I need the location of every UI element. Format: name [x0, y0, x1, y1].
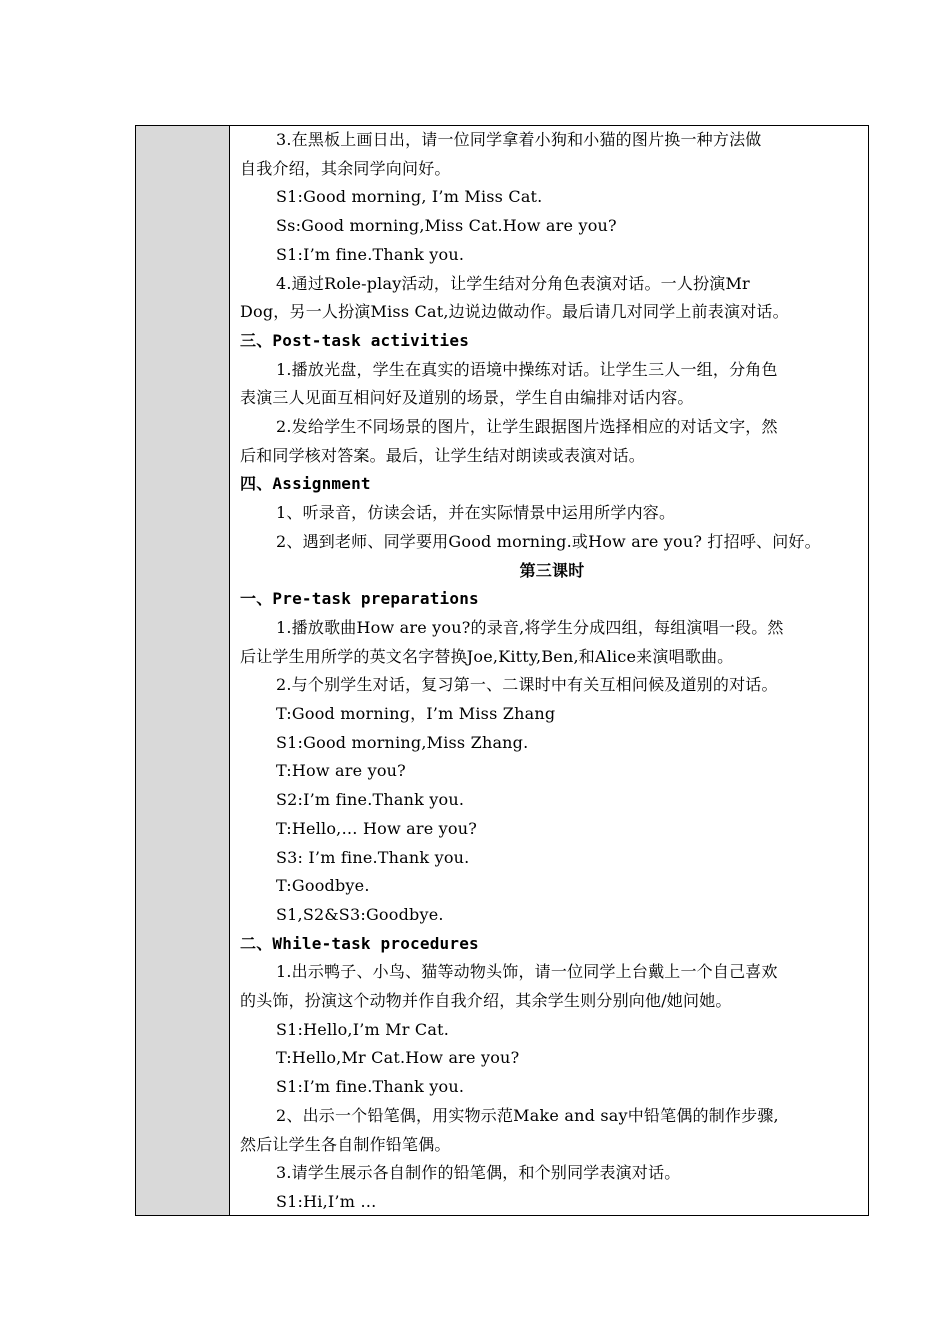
text-line: 2.发给学生不同场景的图片，让学生跟据图片选择相应的对话文字，然	[276, 417, 778, 436]
text-line: 1.出示鸭子、小鸟、猫等动物头饰，请一位同学上台戴上一个自己喜欢	[276, 962, 778, 982]
text-line: T:Hello,Mr Cat.How are you?	[276, 1048, 520, 1068]
text-line: 然后让学生各自制作铅笔偶。	[240, 1134, 451, 1154]
section-heading: 二、While-task procedures	[240, 933, 479, 953]
text-line: 4.通过Role-play活动，让学生结对分角色表演对话。一人扮演Mr	[276, 273, 750, 293]
text-line: 后让学生用所学的英文名字替换Joe,Kitty,Ben,和Alice来演唱歌曲。	[240, 646, 734, 666]
text-line: 1.播放光盘，学生在真实的语境中操练对话。让学生三人一组，分角色	[276, 359, 778, 379]
table-label-cell	[136, 126, 230, 1215]
text-line: 3.在黑板上画日出，请一位同学拿着小狗和小猫的图片换一种方法做	[276, 130, 762, 149]
text-line: 自我介绍，其余同学向问好。	[240, 158, 451, 178]
text-line: S2:I’m fine.Thank you.	[276, 790, 465, 810]
text-line: S1:Good morning, I’m Miss Cat.	[276, 187, 543, 207]
text-line: 的头饰，扮演这个动物并作自我介绍，其余学生则分别向他/她问她。	[240, 991, 732, 1010]
text-line: S1:Hi,I’m …	[276, 1191, 377, 1211]
text-line: Ss:Good morning,Miss Cat.How are you?	[276, 216, 617, 236]
text-line: T:Goodbye.	[276, 876, 370, 896]
text-line: 后和同学核对答案。最后，让学生结对朗读或表演对话。	[240, 445, 646, 465]
text-line: T:Good morning，I’m Miss Zhang	[276, 704, 556, 723]
text-line: Dog，另一人扮演Miss Cat,边说边做动作。最后请几对同学上前表演对话。	[240, 302, 789, 322]
lesson-title: 第三课时	[519, 560, 585, 580]
text-line: 2.与个别学生对话，复习第一、二课时中有关互相问候及道别的对话。	[276, 675, 778, 695]
section-heading: 三、Post-task activities	[240, 330, 470, 350]
text-line: S1:I’m fine.Thank you.	[276, 1077, 465, 1097]
text-line: T:Hello,… How are you?	[276, 818, 478, 838]
text-line: 1.播放歌曲How are you?的录音,将学生分成四组，每组演唱一段。然	[276, 617, 784, 637]
text-line: S1,S2&S3:Goodbye.	[276, 904, 444, 924]
text-line: S1:Good morning,Miss Zhang.	[276, 732, 529, 752]
text-line: 1、听录音，仿读会话，并在实际情景中运用所学内容。	[276, 503, 676, 523]
text-line: 2、出示一个铅笔偶，用实物示范Make and say中铅笔偶的制作步骤,	[276, 1105, 779, 1125]
section-heading: 四、Assignment	[240, 474, 371, 494]
section-heading: 一、Pre-task preparations	[240, 589, 479, 609]
text-line: S3: I’m fine.Thank you.	[276, 847, 470, 867]
text-line: S1:Hello,I’m Mr Cat.	[276, 1019, 449, 1039]
text-line: 2、遇到老师、同学要用Good morning.或How are you? 打招呼、问好。	[276, 531, 821, 551]
text-line: 表演三人见面互相问好及道别的场景，学生自由编排对话内容。	[240, 388, 694, 408]
text-line: 3.请学生展示各自制作的铅笔偶，和个别同学表演对话。	[276, 1163, 681, 1183]
text-line: S1:I’m fine.Thank you.	[276, 244, 465, 264]
text-line: T:How are you?	[276, 761, 406, 781]
